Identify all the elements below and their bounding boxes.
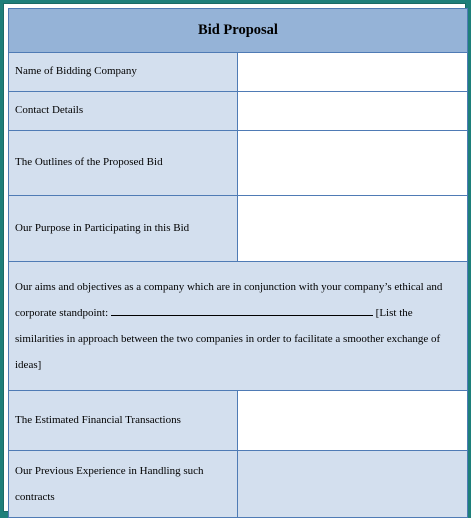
form-row-bid-outlines [9, 131, 468, 196]
aims-text-before: Our aims and objectives as a company which are in conjunction with your company’s ethical and corporate standpoint: [15, 281, 443, 319]
field-label-bid-outlines: The Outlines of the Proposed Bid [9, 131, 238, 196]
field-value-bidding-company[interactable] [238, 53, 468, 92]
field-value-purpose[interactable] [238, 196, 468, 262]
bid-proposal-form [8, 8, 468, 518]
form-row-bidding-company [9, 53, 468, 92]
field-label-previous-experience: Our Previous Experience in Handling such contracts [9, 451, 238, 518]
field-value-contact-details[interactable] [238, 92, 468, 131]
field-value-previous-experience[interactable] [238, 451, 468, 518]
field-label-financial-transactions: The Estimated Financial Transactions [9, 391, 238, 451]
aims-text-after: [List the similarities in approach between the two companies in order to facilitate a smoother exchange of ideas] [15, 307, 441, 371]
form-row-financial-transactions [9, 391, 468, 451]
form-title-row [9, 9, 468, 53]
document-page [3, 3, 466, 512]
form-title: Bid Proposal [9, 9, 468, 53]
field-label-purpose: Our Purpose in Participating in this Bid [9, 196, 238, 262]
form-row-purpose [9, 196, 468, 262]
field-label-bidding-company: Name of Bidding Company [9, 53, 238, 92]
standpoint-blank-line[interactable] [111, 303, 373, 316]
form-row-previous-experience [9, 451, 468, 518]
form-row-aims [9, 262, 468, 391]
field-value-bid-outlines[interactable] [238, 131, 468, 196]
field-label-contact-details: Contact Details [9, 92, 238, 131]
aims-objectives-paragraph [9, 262, 468, 391]
form-row-contact-details [9, 92, 468, 131]
field-value-financial-transactions[interactable] [238, 391, 468, 451]
